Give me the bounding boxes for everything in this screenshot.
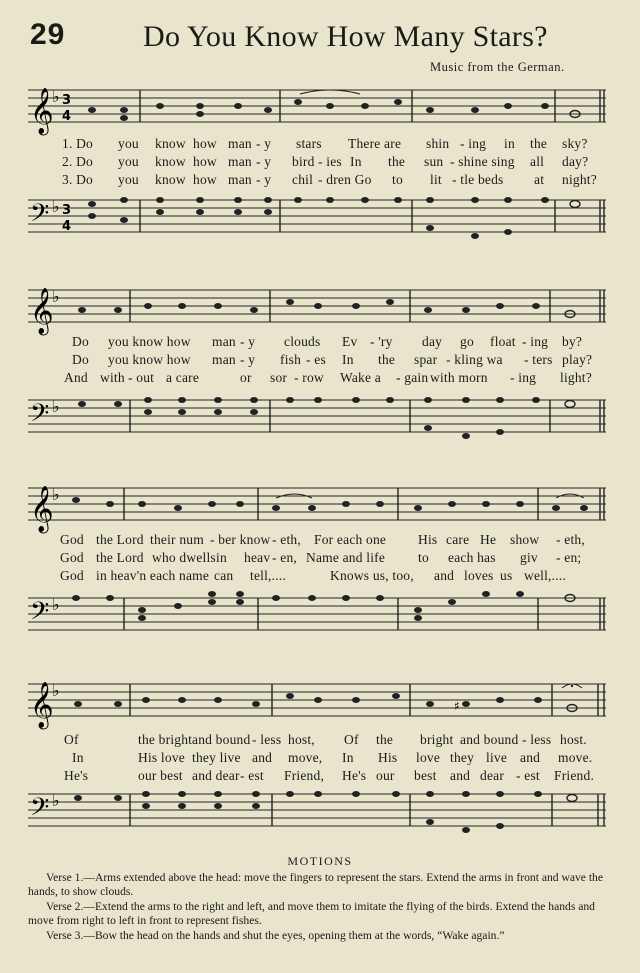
lyric-line-s2-v2: Do you know how man - y fish - es In the spar - kling wa - ters play? (72, 352, 593, 367)
bass-staff (0, 390, 640, 450)
bass-clef-icon: 𝄢 (30, 597, 50, 632)
svg-text:4: 4 (62, 109, 72, 124)
svg-text:3: 3 (62, 203, 72, 218)
lyric-line-s3-v1: God the Lord their num - ber know - eth, For each one His care He show - eth, (60, 532, 585, 547)
bass-clef-icon: 𝄢 (30, 399, 50, 434)
lyric-line-s2-v3: And with - out a care or sor - row Wake a - gain with morn - ing light? (64, 370, 592, 385)
lyric-line-s1-v1: 1. Do you know how man - y stars There are shin - ing in the sky? (62, 136, 588, 151)
lyric-line-s4-v1: Of the bright and bound - less host, Of the bright and bound - less host. (64, 732, 587, 747)
svg-text:♭: ♭ (52, 397, 60, 416)
lyric-line-s3-v2: God the Lord who dwells in heav - en, Name and life to each has giv - en; (60, 550, 582, 565)
svg-text:♭: ♭ (52, 197, 60, 216)
treble-clef-icon: 𝄞 (30, 682, 54, 728)
treble-staff (0, 80, 640, 140)
lyric-line-s4-v2: In His love they live and move, In His love they live and move. (72, 750, 593, 765)
svg-text:♭: ♭ (52, 681, 60, 700)
lyric-line-s1-v2: 2. Do you know how man - y bird - ies In the sun - shine sing all day? (62, 154, 589, 169)
motions-section (28, 854, 612, 944)
lyric-line-s1-v3: 3. Do you know how man - y chil - dren Go to lit - tle beds at night? (62, 172, 597, 187)
treble-clef-icon: 𝄞 (30, 88, 54, 134)
svg-text:♭: ♭ (52, 791, 60, 810)
svg-text:4: 4 (62, 219, 72, 234)
treble-staff (0, 478, 640, 538)
svg-text:♭: ♭ (52, 595, 60, 614)
svg-text:♭: ♭ (52, 287, 60, 306)
treble-clef-icon: 𝄞 (30, 288, 54, 334)
motions-verse-1: Verse 1.—Arms extended above the head: move the fingers to represent the stars. Extend the arms in front and wave the hands, to show clouds. (28, 870, 603, 899)
time-signature: 3 (62, 93, 72, 108)
treble-clef-icon: 𝄞 (30, 486, 54, 532)
lyric-line-s2-v1: Do you know how man - y clouds Ev - 'ry day go float - ing by? (72, 334, 583, 349)
motions-heading: MOTIONS (287, 854, 353, 868)
lyric-line-s3-v3: God in heav'n each name can tell,.... Knows us, too, and loves us well,.... (60, 568, 566, 583)
treble-staff (0, 280, 640, 340)
bass-staff (0, 190, 640, 250)
bass-clef-icon: 𝄢 (30, 793, 50, 828)
motions-verse-3: Verse 3.—Bow the head on the hands and shut the eyes, opening them at the words, “Wake again.” (46, 928, 505, 942)
lyric-line-s4-v3: He's our best and dear - est Friend, He's our best and dear - est Friend. (64, 768, 595, 783)
bass-staff (0, 784, 640, 844)
hymn-number: 29 (30, 18, 66, 51)
bass-staff (0, 588, 640, 648)
bass-clef-icon: 𝄢 (30, 199, 50, 234)
motions-verse-2: Verse 2.—Extend the arms to the right and left, and move them to imitate the flying of the birds. Extend the hands and move from right to left in front to represent fishes. (28, 899, 595, 928)
treble-staff (0, 674, 640, 734)
hymn-title: Do You Know How Many Stars? (143, 20, 548, 53)
music-attribution: Music from the German. (430, 60, 565, 74)
svg-text:♯: ♯ (454, 699, 460, 713)
flat-sign: ♭ (52, 87, 60, 106)
svg-text:♭: ♭ (52, 485, 60, 504)
